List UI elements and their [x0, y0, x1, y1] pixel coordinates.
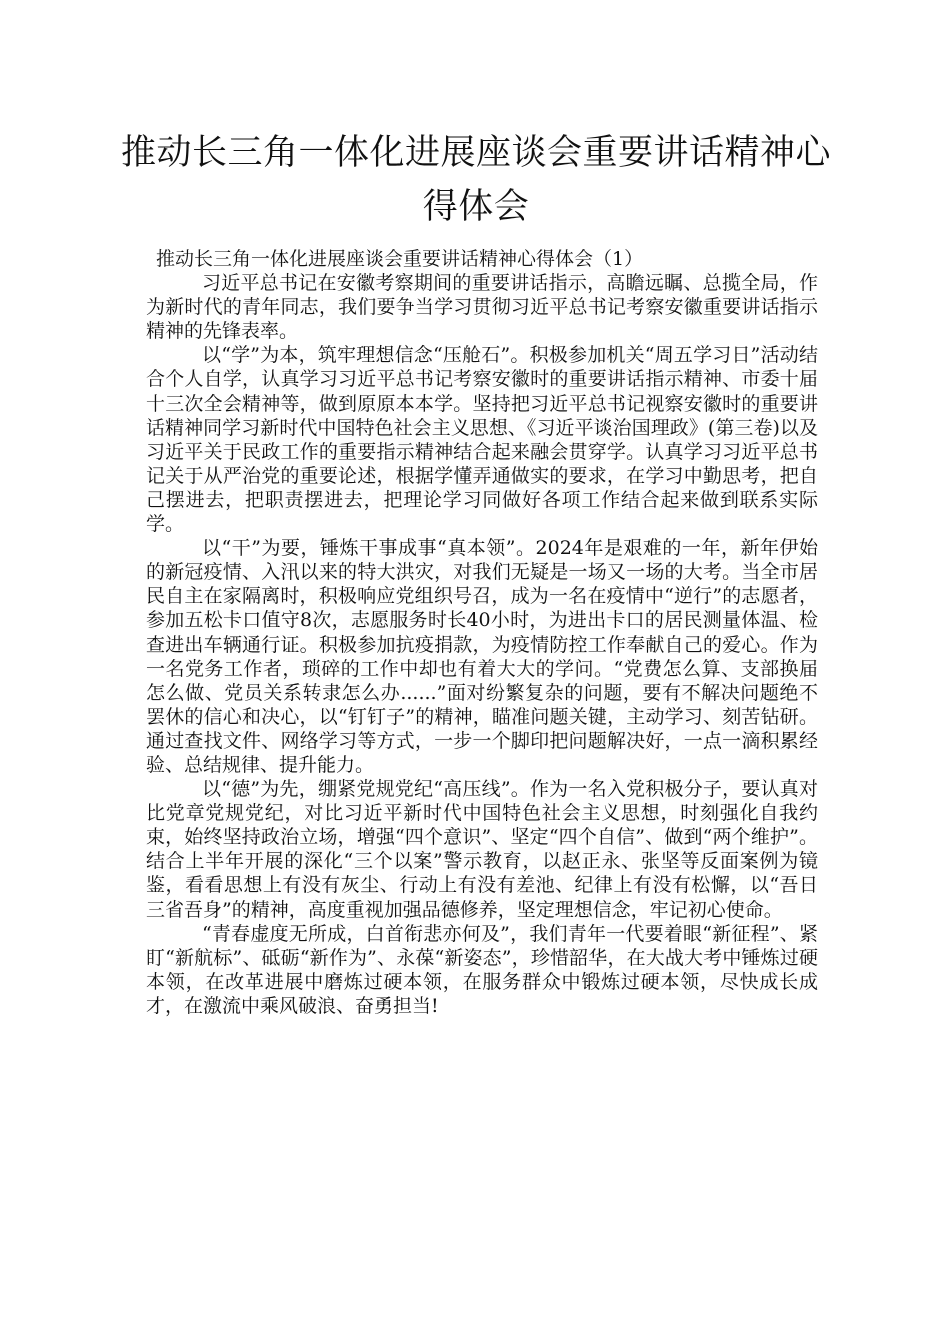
document-body [146, 247, 818, 1018]
section-subtitle: 推动长三角一体化进展座谈会重要讲话精神心得体会（1） [156, 248, 644, 270]
paragraph-virtue: 以“德”为先，绷紧党规党纪“高压线”。作为一名入党积极分子，要认真对比党章党规党纪，对比习近平新时代中国特色社会主义思想，时刻强化自我约束，始终坚持政治立场，增强“四个意识”、坚定“四个自信”、做到“两个维护”。结合上半年开展的深化“三个以案”警示教育，以赵正永、张坚等反面案例为镜鉴，看看思想上有没有灰尘、行动上有没有差池、纪律上有没有松懈，以“吾日三省吾身”的精神，高度重视加强品德修养，坚定理想信念，牢记初心使命。 [146, 778, 818, 921]
document-title: 推动长三角一体化进展座谈会重要讲话精神心得体会 [120, 133, 831, 227]
paragraph-study: 以“学”为本，筑牢理想信念“压舱石”。积极参加机关“周五学习日”活动结合个人自学，认真学习习近平总书记考察安徽时的重要讲话指示精神、市委十届十三次全会精神等，做到原原本本学。坚持把习近平总书记视察安徽时的重要讲话精神同学习新时代中国特色社会主义思想、《习近平谈治国理政》(第三卷)以及习近平关于民政工作的重要指示精神结合起来融会贯穿学。认真学习习近平总书记关于从严治党的重要论述，根据学懂弄通做实的要求，在学习中勤思考，把自己摆进去，把职责摆进去，把理论学习同做好各项工作结合起来做到联系实际学。 [146, 344, 818, 536]
paragraph-intro: 习近平总书记在安徽考察期间的重要讲话指示，高瞻远瞩、总揽全局，作为新时代的青年同志，我们要争当学习贯彻习近平总书记考察安徽重要讲话指示精神的先锋表率。 [146, 272, 818, 343]
paragraph-conclusion: “青春虚度无所成，白首衔悲亦何及”，我们青年一代要着眼“新征程”、紧盯“新航标”、砥砺“新作为”、永葆“新姿态”，珍惜韶华，在大战大考中锤炼过硬本领，在改革进展中磨炼过硬本领，在服务群众中锻炼过硬本领，尽快成长成才，在激流中乘风破浪、奋勇担当! [146, 922, 818, 1017]
paragraph-work: 以“干”为要，锤炼干事成事“真本领”。2024年是艰难的一年，新年伊始的新冠疫情、入汛以来的特大洪灾，对我们无疑是一场又一场的大考。当全市居民自主在家隔离时，积极响应党组织号召，成为一名在疫情中“逆行”的志愿者，参加五松卡口值守8次，志愿服务时长40小时，为进出卡口的居民测量体温、检查进出车辆通行证。积极参加抗疫捐款，为疫情防控工作奉献自己的爱心。作为一名党务工作者，琐碎的工作中却也有着大大的学问。“党费怎么算、支部换届怎么做、党员关系转隶怎么办......”面对纷繁复杂的问题，要有不解决问题绝不罢休的信心和决心，以“钉钉子”的精神，瞄准问题关键，主动学习、刻苦钻研。通过查找文件、网络学习等方式，一步一个脚印把问题解决好，一点一滴积累经验、总结规律、提升能力。 [146, 537, 818, 776]
